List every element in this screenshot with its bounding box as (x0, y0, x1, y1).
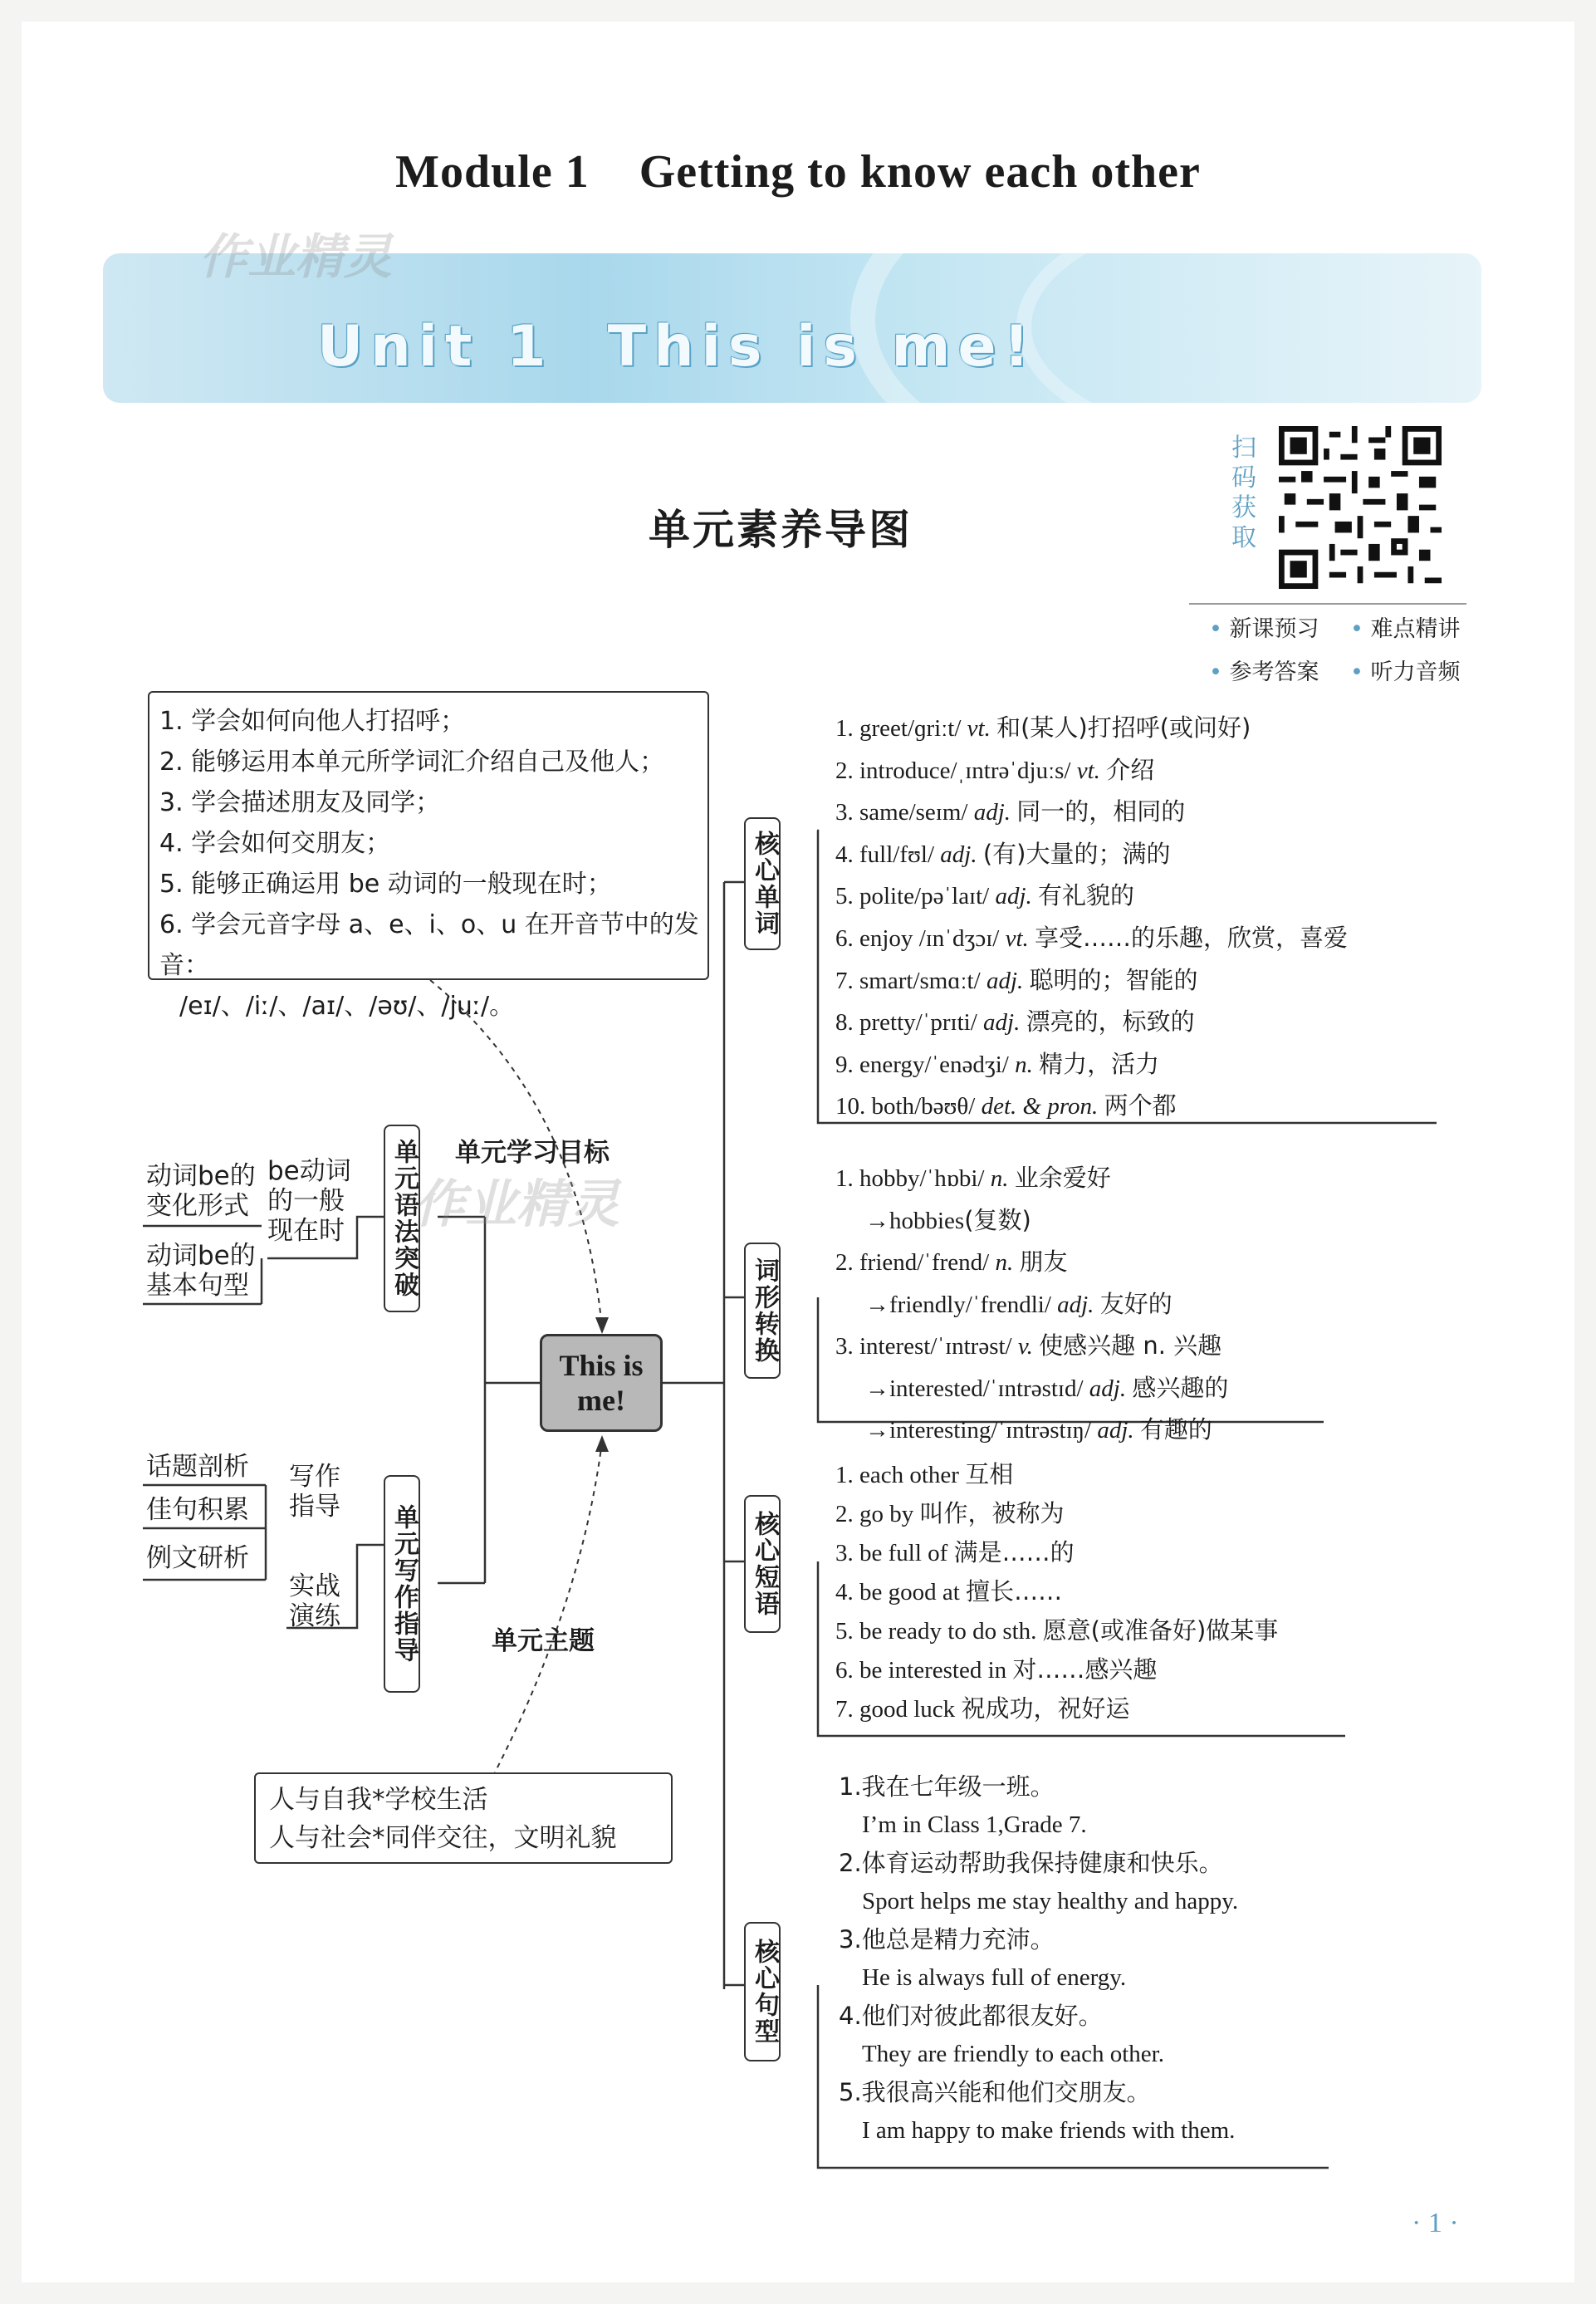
core-vocab-list (835, 708, 1348, 1128)
core-sentences-list (839, 1767, 1238, 2150)
writing-mid-item: 写作 指导 (289, 1462, 340, 1522)
sentence-zh: 1.我在七年级一班。 (839, 1772, 1055, 1801)
word-form-item: →interested/ˈɪntrəstɪd/ adj. 感兴趣的 (865, 1373, 1229, 1402)
unit-title: Unit 1 This is me! (317, 314, 1037, 380)
branch-core-phrases: 核心短语 (744, 1495, 781, 1633)
grammar-left-item: 动词be的 变化形式 (146, 1161, 256, 1221)
phrase-item: 5. be ready to do sth. 愿意(或准备好)做某事 (835, 1616, 1279, 1645)
goal-item: 4. 学会如何交朋友； (159, 829, 391, 858)
branch-core-sentences: 核心句型 (744, 1922, 781, 2061)
sentence-zh: 3.他总是精力充沛。 (839, 1925, 1055, 1953)
sentence-en: Sport helps me stay healthy and happy. (862, 1888, 1239, 1914)
watermark: 作业精灵 (199, 228, 393, 285)
label-unit-theme: 单元主题 (492, 1626, 595, 1656)
theme-line: 人与自我*学校生活 (269, 1785, 488, 1815)
writing-mid-item: 实战 演练 (289, 1571, 340, 1631)
word-form-item: 2. friend/ˈfrend/ n. 朋友 (835, 1248, 1068, 1276)
watermark: 作业精灵 (414, 1174, 620, 1234)
sentence-zh: 5.我很高兴能和他们交朋友。 (839, 2078, 1151, 2106)
resource-link[interactable]: • 难点精讲 (1350, 616, 1461, 642)
center-topic-line: me! (577, 1384, 625, 1417)
phrase-item: 7. good luck 祝成功，祝好运 (835, 1694, 1130, 1723)
vocab-item: 7. smart/smɑːt/ adj. 聪明的；智能的 (835, 965, 1198, 994)
sentence-en: They are friendly to each other. (862, 2041, 1164, 2067)
core-phrases-list (835, 1455, 1278, 1728)
word-form-item: →hobbies(复数) (865, 1205, 1031, 1234)
vocab-item: 8. pretty/ˈprɪti/ adj. 漂亮的，标致的 (835, 1007, 1195, 1037)
map-title: 单元素养导图 (649, 506, 913, 554)
phrase-item: 6. be interested in 对……感兴趣 (835, 1655, 1158, 1684)
word-form-item: →friendly/ˈfrendli/ adj. 友好的 (865, 1289, 1173, 1318)
vocab-item: 6. enjoy /ɪnˈdʒɔɪ/ vt. 享受……的乐趣，欣赏，喜爱 (835, 923, 1349, 952)
branch-word-forms: 词形转换 (744, 1243, 781, 1379)
vocab-item: 5. polite/pəˈlaɪt/ adj. 有礼貌的 (835, 881, 1135, 910)
resource-link[interactable]: • 新课预习 (1209, 616, 1319, 642)
branch-grammar: 单元语法突破 (384, 1125, 420, 1312)
word-form-item: →interesting/ˈɪntrəstɪŋ/ adj. 有趣的 (865, 1415, 1212, 1444)
label-learning-goal: 单元学习目标 (455, 1138, 610, 1168)
goal-item: 6. 学会元音字母 a、e、i、o、u 在开音节中的发音： (159, 910, 699, 980)
word-form-item: 3. interest/ˈɪntrəst/ v. 使感兴趣 n. 兴趣 (835, 1331, 1222, 1360)
sentence-zh: 4.他们对彼此都很友好。 (839, 2002, 1103, 2030)
writing-item: 话题剖析 (146, 1452, 249, 1482)
phrase-item: 2. go by 叫作，被称为 (835, 1499, 1065, 1527)
sentence-en: I am happy to make friends with them. (862, 2117, 1236, 2144)
center-topic (540, 1334, 663, 1432)
theme-line: 人与社会*同伴交往，文明礼貌 (269, 1823, 617, 1853)
grammar-mid-item: be动词 的一般 现在时 (267, 1156, 351, 1246)
vocab-item: 9. energy/ˈenədʒi/ n. 精力，活力 (835, 1049, 1160, 1078)
word-form-item: 1. hobby/ˈhɒbi/ n. 业余爱好 (835, 1164, 1111, 1192)
goal-item: 1. 学会如何向他人打招呼； (159, 707, 466, 736)
resource-link[interactable]: • 听力音频 (1350, 659, 1461, 685)
page-number: · 1 · (1412, 2208, 1459, 2238)
vocab-item: 1. greet/ɡriːt/ vt. 和(某人)打招呼(或问好) (835, 713, 1251, 742)
writing-item: 佳句积累 (146, 1495, 249, 1525)
sentence-en: He is always full of energy. (862, 1964, 1127, 1991)
goal-item: 3. 学会描述朋友及同学； (159, 788, 441, 817)
unit-theme-box (254, 1772, 673, 1864)
word-forms-list (835, 1158, 1228, 1452)
goal-item: /eɪ/、/iː/、/aɪ/、/əʊ/、/juː/。 (179, 992, 515, 1021)
sentence-en: I’m in Class 1,Grade 7. (862, 1811, 1087, 1838)
branch-core-vocab: 核心单词 (744, 817, 781, 950)
qr-label: 扫码获取 (1231, 434, 1256, 552)
vocab-item: 4. full/fʊl/ adj. (有)大量的；满的 (835, 839, 1171, 868)
vocab-item: 2. introduce/ˌɪntrəˈdjuːs/ vt. 介绍 (835, 755, 1155, 784)
goal-item: 2. 能够运用本单元所学词汇介绍自己及他人； (159, 748, 665, 777)
writing-item: 例文研析 (146, 1543, 249, 1573)
learning-goals-box (148, 691, 709, 1021)
branch-writing: 单元写作指导 (384, 1475, 420, 1693)
phrase-item: 4. be good at 擅长…… (835, 1577, 1063, 1605)
grammar-left-item: 动词be的 基本句型 (146, 1241, 256, 1301)
phrase-item: 3. be full of 满是……的 (835, 1538, 1075, 1566)
sentence-zh: 2.体育运动帮助我保持健康和快乐。 (839, 1849, 1223, 1877)
module-title: Module 1 Getting to know each other (395, 146, 1201, 198)
goal-item: 5. 能够正确运用 be 动词的一般现在时； (159, 870, 612, 899)
phrase-item: 1. each other 互相 (835, 1460, 1014, 1488)
vocab-item: 10. both/bəʊθ/ det. & pron. 两个都 (835, 1091, 1177, 1120)
center-topic-line: This is (559, 1349, 644, 1382)
vocab-item: 3. same/seɪm/ adj. 同一的，相同的 (835, 797, 1186, 826)
resource-link[interactable]: • 参考答案 (1209, 659, 1319, 685)
